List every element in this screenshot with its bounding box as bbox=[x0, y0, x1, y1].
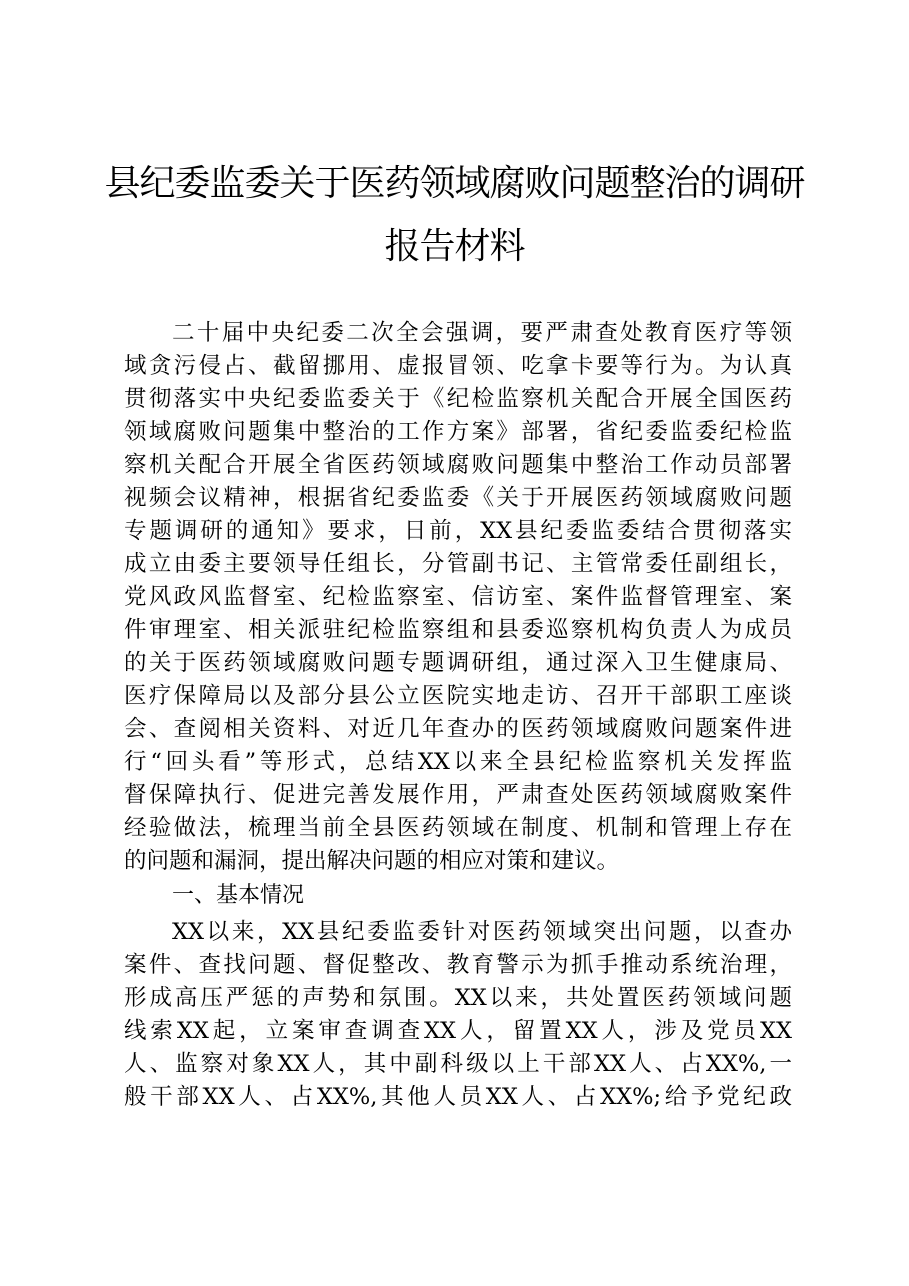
paragraph-2-line: 人、监察对象XX人，其中副科级以上干部XX人、占XX%,一 bbox=[124, 1051, 792, 1077]
paragraph-1-line: 视频会议精神，根据省纪委监委《关于开展医药领域腐败问题 bbox=[124, 485, 792, 511]
paragraph-1-line: 的问题和漏洞，提出解决问题的相应对策和建议。 bbox=[124, 848, 620, 874]
paragraph-1-line: 的关于医药领域腐败问题专题调研组，通过深入卫生健康局、 bbox=[124, 650, 792, 676]
paragraph-1-line: 医疗保障局以及部分县公立医院实地走访、召开干部职工座谈 bbox=[124, 683, 792, 709]
paragraph-1-line: 经验做法，梳理当前全县医药领域在制度、机制和管理上存在 bbox=[124, 815, 792, 841]
section-1-heading: 一、基本情况 bbox=[172, 883, 305, 908]
paragraph-1-line: 件审理室、相关派驻纪检监察组和县委巡察机构负责人为成员 bbox=[124, 617, 792, 643]
paragraph-2-line: 形成高压严惩的声势和氛围。XX以来，共处置医药领域问题 bbox=[124, 985, 792, 1011]
paragraph-1-line: 二十届中央纪委二次全会强调，要严肃查处教育医疗等领 bbox=[172, 320, 792, 346]
paragraph-2-line: 案件、查找问题、督促整改、教育警示为抓手推动系统治理， bbox=[124, 952, 792, 978]
paragraph-1-line: 成立由委主要领导任组长，分管副书记、主管常委任副组长， bbox=[124, 551, 792, 577]
paragraph-1-line: 领域腐败问题集中整治的工作方案》部署，省纪委监委纪检监 bbox=[124, 419, 792, 445]
paragraph-1-line: 贯彻落实中央纪委监委关于《纪检监察机关配合开展全国医药 bbox=[124, 386, 792, 412]
paragraph-1-line: 会、查阅相关资料、对近几年查办的医药领域腐败问题案件进 bbox=[124, 716, 792, 742]
paragraph-1-line: 党风政风监督室、纪检监察室、信访室、案件监督管理室、案 bbox=[124, 584, 792, 610]
paragraph-2-line: 线索XX起，立案审查调查XX人，留置XX人，涉及党员XX bbox=[124, 1018, 792, 1044]
paragraph-2-line: XX以来，XX县纪委监委针对医药领域突出问题，以查办 bbox=[172, 919, 792, 945]
paragraph-1-line: 行“回头看”等形式，总结XX以来全县纪检监察机关发挥监 bbox=[124, 749, 792, 775]
paragraph-1-line: 督保障执行、促进完善发展作用，严肃查处医药领域腐败案件 bbox=[124, 782, 792, 808]
document-title-line-1: 县纪委监委关于医药领域腐败问题整治的调研 bbox=[104, 163, 805, 204]
paragraph-1-line: 域贪污侵占、截留挪用、虚报冒领、吃拿卡要等行为。为认真 bbox=[124, 353, 792, 379]
paragraph-1-line: 察机关配合开展全省医药领域腐败问题集中整治工作动员部署 bbox=[124, 452, 792, 478]
paragraph-1-line: 专题调研的通知》要求，日前，XX县纪委监委结合贯彻落实 bbox=[124, 518, 792, 544]
paragraph-2-line: 般干部XX人、占XX%,其他人员XX人、占XX%;给予党纪政 bbox=[124, 1084, 792, 1110]
document-title-line-2: 报告材料 bbox=[384, 226, 525, 267]
